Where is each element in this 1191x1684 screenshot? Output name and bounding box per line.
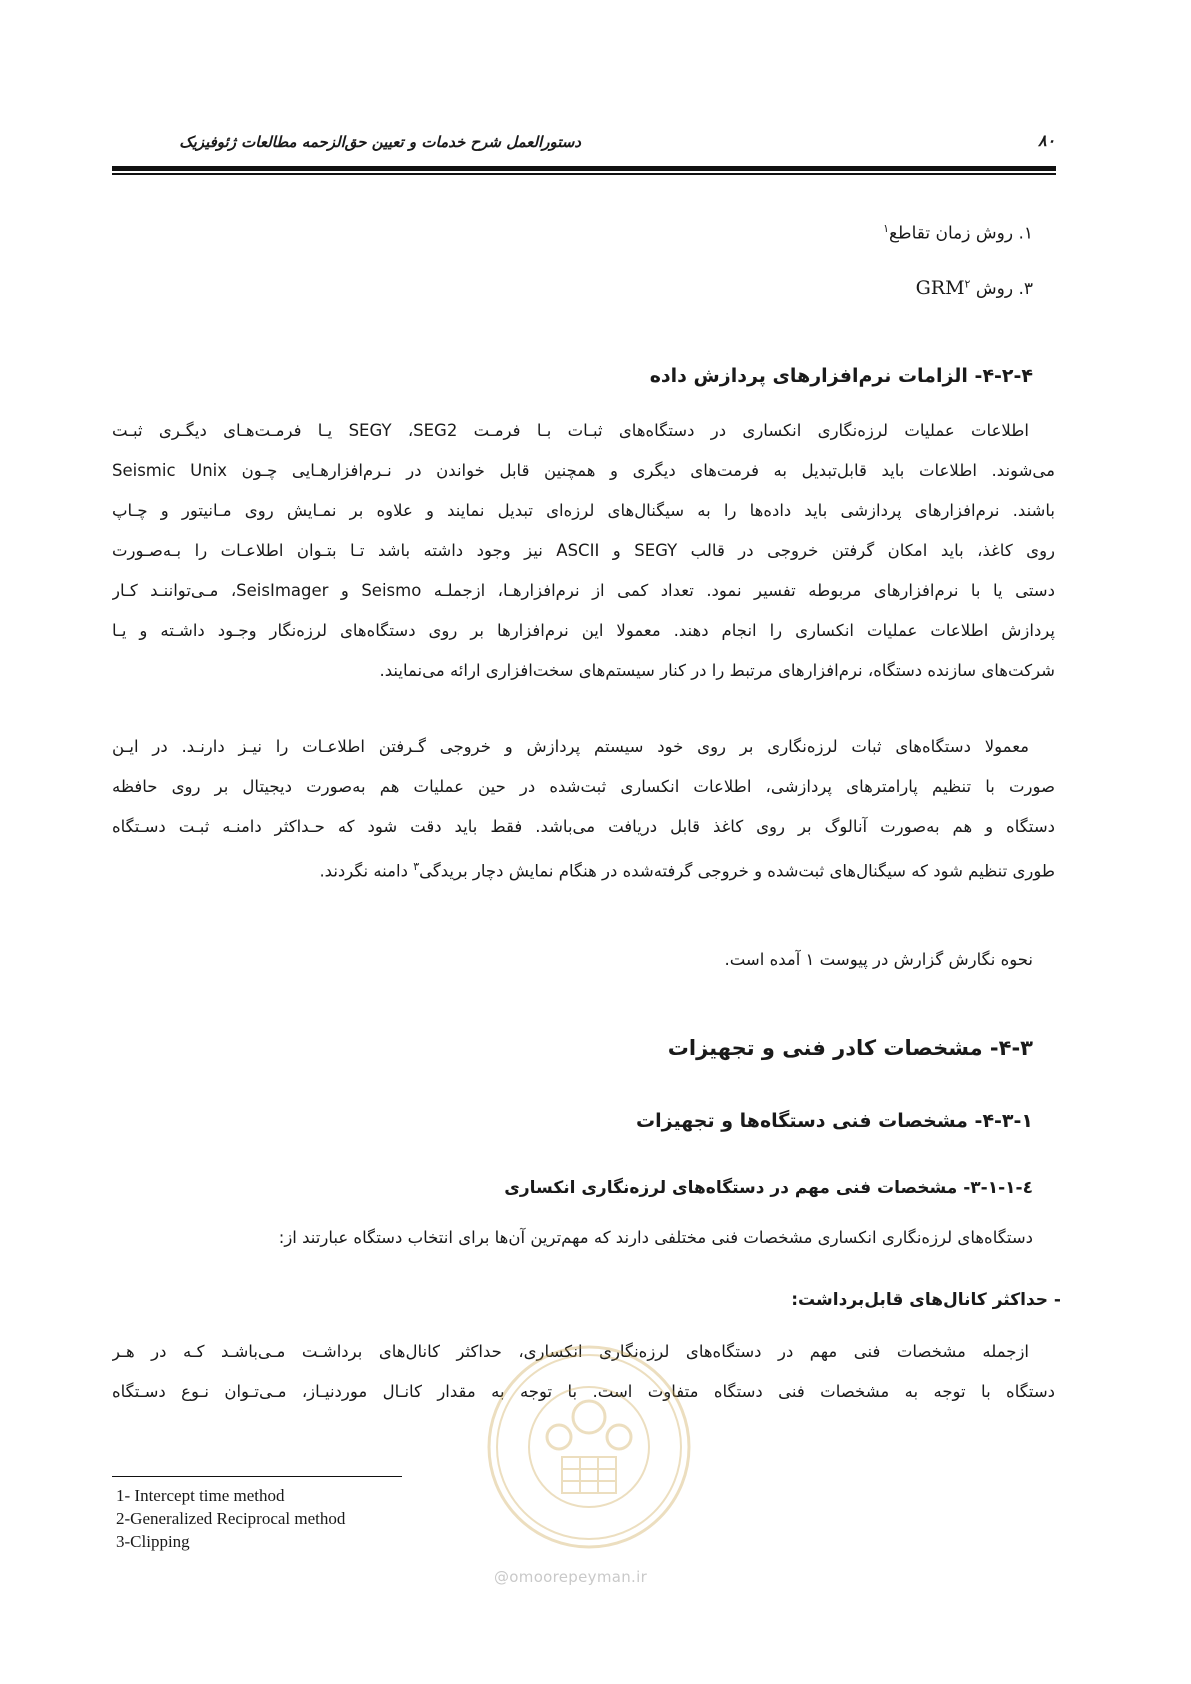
footnote-1: 1- Intercept time method: [116, 1486, 285, 1505]
footnote-ref-3: ۳: [413, 860, 420, 873]
paragraph-line: روی کاغذ، باید امکان گرفتن خروجی در قالب SEGY و ASCII نیز وجود داشته باشد تـا بتـوان اطلاعـات را بـه‌صـورت: [112, 541, 1055, 560]
paragraph-line: می‌شوند. اطلاعات باید قابل‌تبدیل به فرمت‌های دیگری و همچنین قابل خواندن در نـرم‌افزارهـایی چـون Seismic Unix: [112, 461, 1055, 480]
paragraph-line-text: طوری تنظیم شود که سیگنال‌های ثبت‌شده و خروجی گرفته‌شده در هنگام نمایش دچار بریدگی: [419, 861, 1055, 881]
paragraph-recording-devices: [112, 727, 1055, 887]
method-item-2-latin: GRM: [915, 277, 965, 299]
paragraph-line: دستی یا با نرم‌افزارهای مربوطه تفسیر نمود. تعداد کمی از نرم‌افزارهـا، ازجملـه Seismo و SeisImager، مـی‌تواننـد کـار: [112, 581, 1055, 600]
paragraph-line-tail: دامنه نگردند.: [319, 861, 408, 881]
paragraph-line: پردازش اطلاعات عملیات انکساری را انجام دهند. معمولا این نرم‌افزارها بر روی دستگاه‌های لرزه‌نگار وجـود داشـته و یـا: [112, 621, 1055, 640]
method-item-2: [916, 277, 1033, 299]
bullet-heading-max-channels: - حداکثر کانال‌های قابل‌برداشت:: [791, 1290, 1061, 1310]
page-number: ۸۰: [1038, 131, 1056, 150]
paragraph-line: ازجمله مشخصات فنی مهم در دستگاه‌های لرزه‌نگاری انکساری، حداکثر کانال‌های برداشـت مـی‌باشـد کـه در هـر: [112, 1342, 1029, 1361]
report-note: نحوه نگارش گزارش در پیوست ۱ آمده است.: [724, 950, 1033, 969]
header-rule-thin: [112, 173, 1056, 175]
section-heading-4-3: ۴-۳- مشخصات کادر فنی و تجهیزات: [667, 1036, 1033, 1060]
watermark-url: @omoorepeyman.ir: [494, 1568, 648, 1586]
paragraph-line: دستگاه و هم به‌صورت آنالوگ بر روی کاغذ قابل دریافت می‌باشد. فقط باید دقت شود که حـداکثر دامنـه ثبـت دسـتگاه: [112, 817, 1055, 836]
paragraph-line: باشند. نرم‌افزارهای پردازشی باید داده‌ها را به سیگنال‌های لرزه‌ای تبدیل نمایند و علاوه بر نمـایش روی مـانیتور و چـاپ: [112, 501, 1055, 520]
method-item-1-text: ۱. روش زمان تقاطع: [889, 223, 1033, 244]
header-rule-thick: [112, 166, 1056, 171]
paragraph-line: شرکت‌های سازنده دستگاه، نرم‌افزارهای مرتبط را در کنار سیستم‌های سخت‌افزاری ارائه می‌نمایند.: [379, 661, 1055, 680]
method-item-1: [883, 222, 1033, 244]
section-heading-4-3-1-1: ٤-۳-۱-۱- مشخصات فنی مهم در دستگاه‌های لرزه‌نگاری انکساری: [504, 1178, 1033, 1198]
footnote-separator: [112, 1476, 402, 1477]
devices-intro: دستگاه‌های لرزه‌نگاری انکساری مشخصات فنی مختلفی دارند که مهم‌ترین آن‌ها برای انتخاب دستگاه عبارتند از:: [278, 1228, 1033, 1247]
footnote-ref-2: ۲: [964, 277, 971, 291]
header-title: دستورالعمل شرح خدمات و تعیین حق‌الزحمه مطالعات ژئوفیزیک: [179, 133, 581, 151]
paragraph-line: دستگاه با توجه به مشخصات فنی دستگاه متفاوت است. با توجه به مقدار کانـال موردنیـاز، مـی‌تـوان نـوع دسـتگاه: [112, 1382, 1055, 1401]
footnote-3: 3-Clipping: [116, 1532, 190, 1551]
paragraph-software-requirements: [112, 411, 1055, 691]
footnote-ref-1: ۱: [883, 222, 889, 235]
paragraph-line: اطلاعات عملیات لرزه‌نگاری انکساری در دستگاه‌های ثبـات بـا فرمـت SEGY ،SEG2 یـا فرمـت‌هـای دیگـری ثبـت: [112, 421, 1029, 440]
section-heading-4-2-4: ۴-۲-۴- الزامات نرم‌افزارهای پردازش داده: [649, 365, 1033, 387]
seal-watermark: [484, 1342, 694, 1552]
paragraph-line: صورت با تنظیم پارامترهای پردازشی، اطلاعات انکساری ثبت‌شده در حین عملیات هم به‌صورت دیجیتال بر روی حافظه: [112, 777, 1055, 796]
method-item-2-text: ۳. روش: [975, 279, 1033, 299]
paragraph-line: معمولا دستگاه‌های ثبات لرزه‌نگاری بر روی خود سیستم پردازش و خروجی گـرفتن اطلاعـات را نیـز دارنـد. در ایـن: [112, 737, 1029, 756]
section-heading-4-3-1: ۴-۳-۱- مشخصات فنی دستگاه‌ها و تجهیزات: [636, 1110, 1033, 1132]
paragraph-line-last: [112, 847, 1055, 887]
footnote-2: 2-Generalized Reciprocal method: [116, 1509, 346, 1528]
